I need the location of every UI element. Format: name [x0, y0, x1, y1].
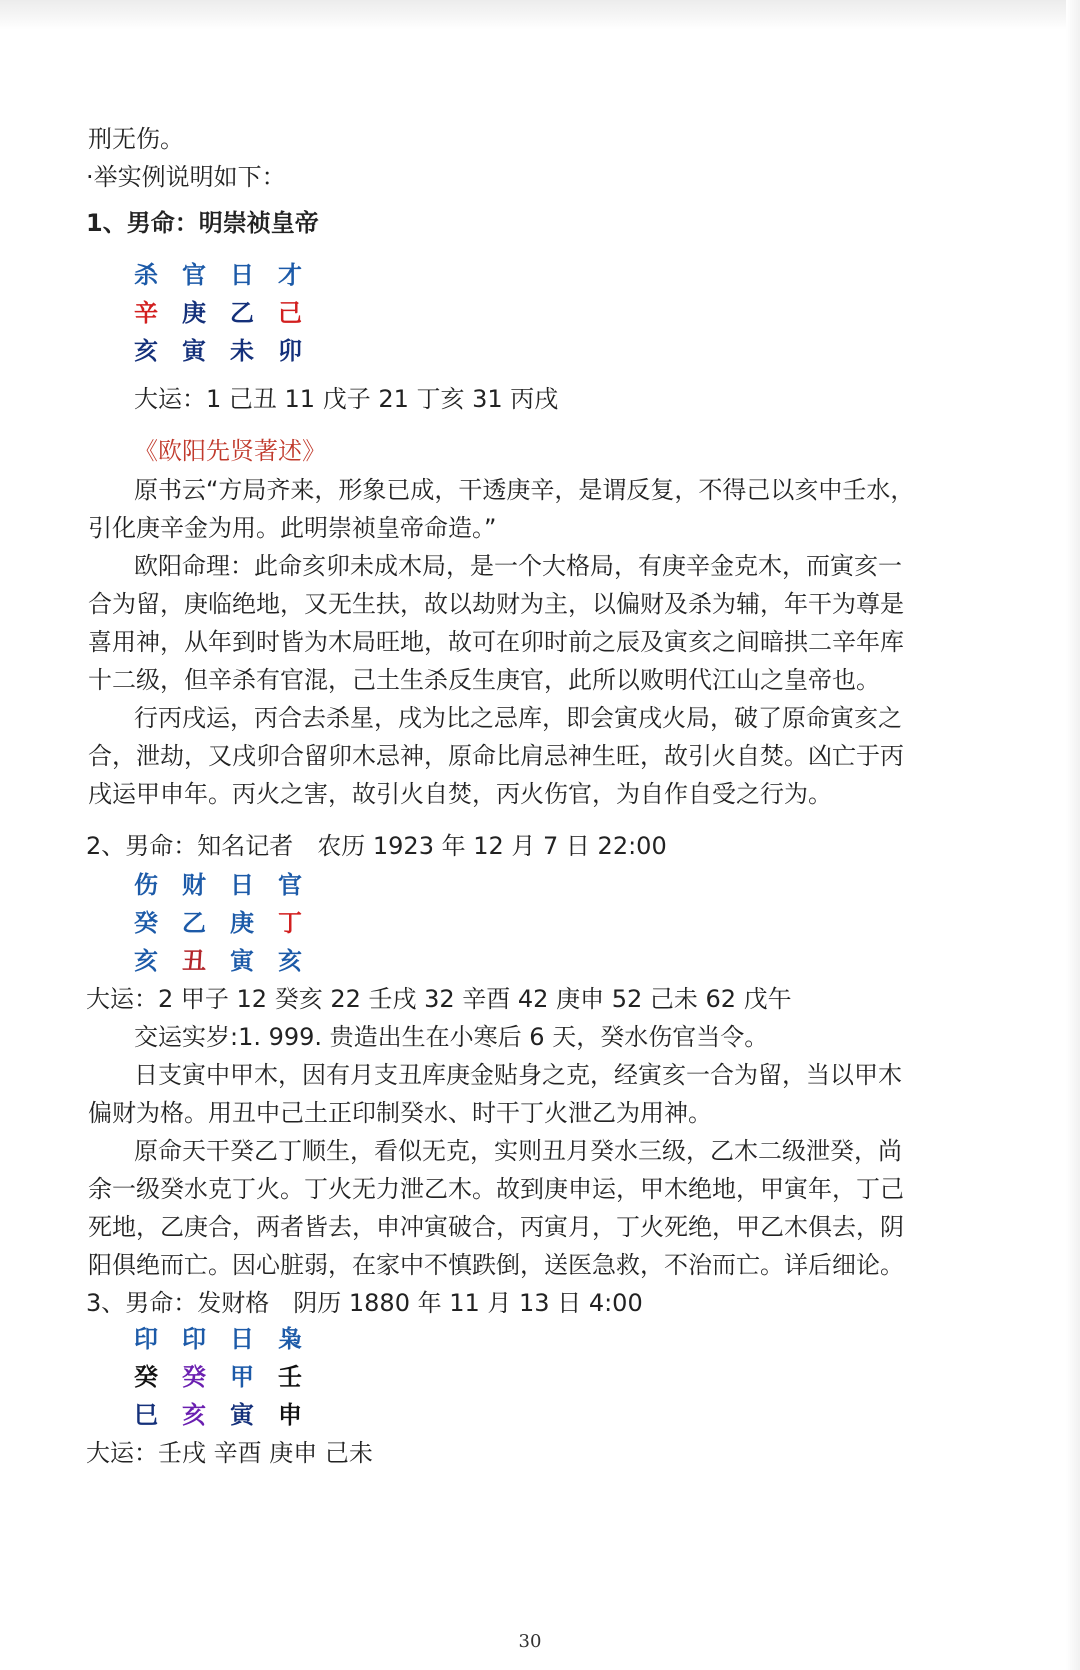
- paragraph-line: 死地，乙庚合，两者皆去，申冲寅破合，丙寅月，丁火死绝，甲乙木俱去，阴: [88, 1213, 904, 1241]
- case1-dayun: 大运：1 己丑 11 戊子 21 丁亥 31 丙戌: [134, 385, 559, 413]
- chart3-stem-3: 甲: [230, 1363, 254, 1391]
- chart3-tengod-1: 印: [134, 1325, 158, 1353]
- chart2-stem-1: 癸: [134, 909, 158, 937]
- chart2-branch-1: 亥: [134, 947, 158, 975]
- chart3-branch-4: 申: [278, 1401, 302, 1429]
- case2-dayun: 大运：2 甲子 12 癸亥 22 壬戌 32 辛酉 42 庚申 52 己未 62 戊午: [86, 985, 792, 1013]
- chart3-tengod-4: 枭: [278, 1325, 302, 1353]
- paragraph-line: 合，泄劫，又戌卯合留卯木忌神，原命比肩忌神生旺，故引火自焚。凶亡于丙: [88, 742, 904, 770]
- chart3-branch-2: 亥: [182, 1401, 206, 1429]
- case3-title: 3、男命：发财格 阴历 1880 年 11 月 13 日 4:00: [86, 1289, 643, 1317]
- chart1-branch-2: 寅: [182, 337, 206, 365]
- chart1-tengod-1: 杀: [134, 261, 158, 289]
- paragraph-line: 交运实岁:1. 999. 贵造出生在小寒后 6 天，癸水伤官当令。: [134, 1023, 769, 1051]
- chart1-branch-3: 未: [230, 337, 254, 365]
- chart2-branch-4: 亥: [278, 947, 302, 975]
- chart3-stem-2: 癸: [182, 1363, 206, 1391]
- chart1-stem-4: 己: [278, 299, 302, 327]
- book-title: 《欧阳先贤著述》: [134, 437, 326, 465]
- paragraph-line: 原命天干癸乙丁顺生，看似无克，实则丑月癸水三级，乙木二级泄癸，尚: [134, 1137, 902, 1165]
- case2-title: 2、男命：知名记者 农历 1923 年 12 月 7 日 22:00: [86, 832, 667, 860]
- page-number: 30: [518, 1631, 542, 1652]
- chart1-stem-1: 辛: [134, 299, 158, 327]
- example-heading: ·举实例说明如下：: [86, 163, 286, 191]
- chart1-stem-3: 乙: [230, 299, 254, 327]
- chart1-stem-2: 庚: [182, 299, 206, 327]
- chart2-branch-3: 寅: [230, 947, 254, 975]
- case3-dayun: 大运：壬戌 辛酉 庚申 己未: [86, 1439, 373, 1467]
- paragraph-line: 合为留，庚临绝地，又无生扶，故以劫财为主，以偏财及杀为辅，年干为尊是: [88, 590, 904, 618]
- paragraph-line: 行丙戌运，丙合去杀星，戌为比之忌库，即会寅戌火局，破了原命寅亥之: [134, 704, 902, 732]
- text-line: 刑无伤。: [88, 125, 184, 153]
- paragraph-line: 戌运甲申年。丙火之害，故引火自焚，丙火伤官，为自作自受之行为。: [88, 780, 832, 808]
- paragraph-line: 引化庚辛金为用。此明崇祯皇帝命造。”: [88, 514, 497, 542]
- chart3-branch-1: 巳: [134, 1401, 158, 1429]
- chart3-tengod-3: 日: [230, 1325, 254, 1353]
- chart1-branch-4: 卯: [278, 337, 302, 365]
- chart3-stem-4: 壬: [278, 1363, 302, 1391]
- chart2-stem-2: 乙: [182, 909, 206, 937]
- chart2-branch-2: 丑: [182, 947, 206, 975]
- paragraph-line: 余一级癸水克丁火。丁火无力泄乙木。故到庚申运，甲木绝地，甲寅年，丁己: [88, 1175, 904, 1203]
- chart1-tengod-3: 日: [230, 261, 254, 289]
- chart2-stem-3: 庚: [230, 909, 254, 937]
- chart3-tengod-2: 印: [182, 1325, 206, 1353]
- chart2-tengod-1: 伤: [134, 871, 158, 899]
- right-edge-shadow: [1066, 0, 1080, 1670]
- paragraph-line: 原书云“方局齐来，形象已成，干透庚辛，是谓反复，不得己以亥中壬水，: [134, 476, 915, 504]
- chart1-branch-1: 亥: [134, 337, 158, 365]
- chart2-tengod-2: 财: [182, 871, 206, 899]
- chart1-tengod-4: 才: [278, 261, 302, 289]
- paragraph-line: 喜用神，从年到时皆为木局旺地，故可在卯时前之辰及寅亥之间暗拱二辛年库: [88, 628, 904, 656]
- paragraph-line: 偏财为格。用丑中己土正印制癸水、时干丁火泄乙为用神。: [88, 1099, 712, 1127]
- chart3-branch-3: 寅: [230, 1401, 254, 1429]
- chart2-tengod-3: 日: [230, 871, 254, 899]
- paragraph-line: 日支寅中甲木，因有月支丑库庚金贴身之克，经寅亥一合为留，当以甲木: [134, 1061, 902, 1089]
- chart3-stem-1: 癸: [134, 1363, 158, 1391]
- top-shadow: [0, 0, 1080, 30]
- paragraph-line: 欧阳命理：此命亥卯未成木局，是一个大格局，有庚辛金克木，而寅亥一: [134, 552, 902, 580]
- chart2-stem-4: 丁: [278, 909, 302, 937]
- chart1-tengod-2: 官: [182, 261, 206, 289]
- paragraph-line: 十二级，但辛杀有官混，己土生杀反生庚官，此所以败明代江山之皇帝也。: [88, 666, 880, 694]
- case1-title: 1、男命：明崇祯皇帝: [86, 209, 319, 237]
- chart2-tengod-4: 官: [278, 871, 302, 899]
- paragraph-line: 阳俱绝而亡。因心脏弱，在家中不慎跌倒，送医急救，不治而亡。详后细论。: [88, 1251, 904, 1279]
